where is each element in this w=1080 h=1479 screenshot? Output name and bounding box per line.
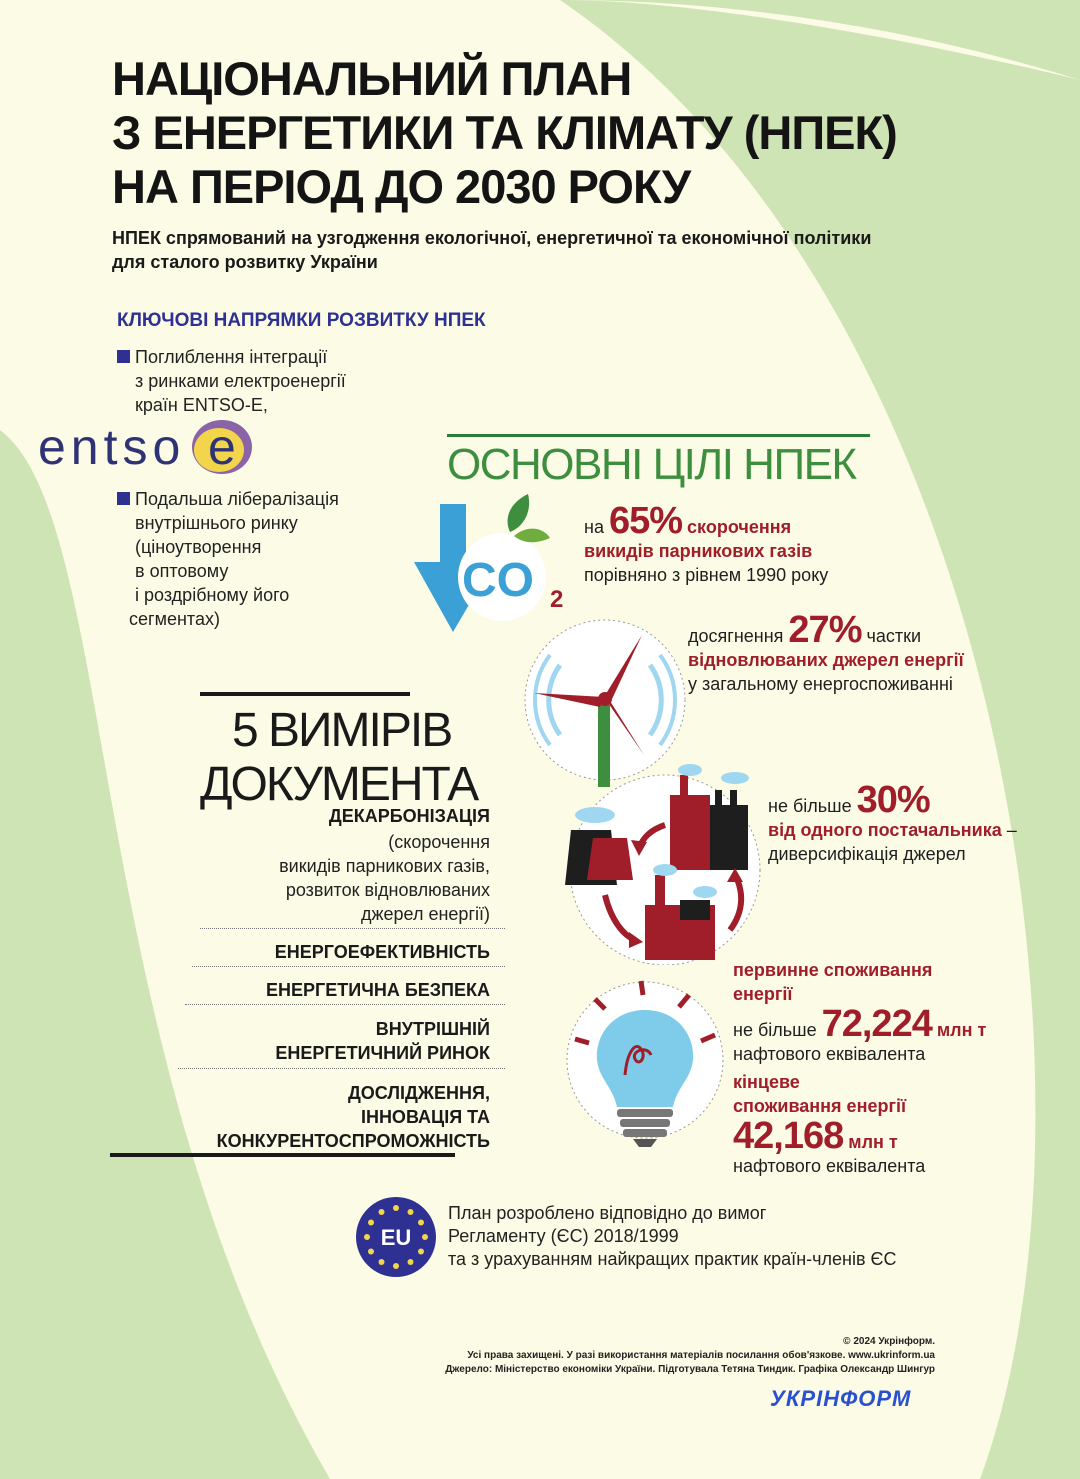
g3-line2-tail: – bbox=[1001, 820, 1017, 840]
dimensions-title-line2: ДОКУМЕНТА bbox=[200, 758, 478, 811]
title-line-3: НА ПЕРІОД ДО 2030 РОКУ bbox=[112, 160, 691, 213]
page-title bbox=[112, 52, 972, 214]
eu-line1: План розроблено відповідно до вимог bbox=[448, 1203, 767, 1223]
eu-regulation-text bbox=[448, 1202, 896, 1271]
title-line-1: НАЦІОНАЛЬНИЙ ПЛАН bbox=[112, 52, 632, 105]
item2-line5: і роздрібному його bbox=[135, 585, 290, 605]
d4-line1: ВНУТРІШНІЙ bbox=[375, 1019, 490, 1039]
g4-line2: енергії bbox=[733, 984, 793, 1004]
dimension-decarbonization: ДЕКАРБОНІЗАЦІЯ bbox=[328, 806, 490, 826]
copyright: © 2024 Укрінформ. bbox=[843, 1336, 935, 1347]
dimension-energy-efficiency: ЕНЕРГОЕФЕКТИВНІСТЬ bbox=[274, 942, 490, 962]
goal-emissions bbox=[584, 500, 829, 587]
dimension-research bbox=[217, 1081, 490, 1153]
g5-line2: споживання енергії bbox=[733, 1096, 907, 1116]
g4-line4: нафтового еквівалента bbox=[733, 1044, 926, 1064]
goal-final-consumption bbox=[733, 1070, 925, 1178]
light-bulb-icon bbox=[565, 975, 725, 1155]
goals-title: ОСНОВНІ ЦІЛІ НПЕК bbox=[447, 440, 856, 489]
g2-post: частки bbox=[866, 626, 922, 646]
g3-pre: не більше bbox=[768, 796, 852, 816]
g2-line2: відновлюваних джерел енергії bbox=[688, 650, 964, 670]
item2-line3: (ціноутворення bbox=[135, 537, 262, 557]
item1-line1: Поглиблення інтеграції bbox=[135, 347, 328, 367]
g1-value: 65% bbox=[608, 500, 683, 542]
rights-notice: Усі права захищені. У разі використання матеріалів посилання обов'язкове. www.ukrinform.ua bbox=[467, 1350, 935, 1361]
g3-value: 30% bbox=[856, 779, 930, 821]
key-directions-heading: КЛЮЧОВІ НАПРЯМКИ РОЗВИТКУ НПЕК bbox=[117, 310, 486, 331]
g2-pre: досягнення bbox=[688, 626, 784, 646]
g4-line1: первинне споживання bbox=[733, 960, 933, 980]
divider bbox=[200, 928, 505, 929]
g2-value: 27% bbox=[788, 609, 862, 651]
g4-pre: не більше bbox=[733, 1020, 817, 1040]
dimensions-top-rule bbox=[200, 692, 410, 696]
g1-line2: викидів парникових газів bbox=[584, 541, 813, 561]
subtitle bbox=[112, 226, 1012, 274]
svg-text:EU: EU bbox=[380, 1225, 412, 1250]
item2-line6: сегментах) bbox=[129, 609, 220, 629]
d5-line3: КОНКУРЕНТОСПРОМОЖНІСТЬ bbox=[216, 1131, 490, 1151]
g5-value: 42,168 bbox=[733, 1115, 844, 1157]
dimensions-title bbox=[200, 704, 500, 812]
d1-note-line3: розвиток відновлюваних bbox=[285, 880, 490, 900]
g1-line3: порівняно з рівнем 1990 року bbox=[584, 565, 829, 585]
d1-note-line1: (скорочення bbox=[388, 832, 490, 852]
bullet-square-icon bbox=[117, 350, 130, 363]
dimension-energy-security: ЕНЕРГЕТИЧНА БЕЗПЕКА bbox=[266, 980, 490, 1000]
energy-diversification-icon bbox=[555, 760, 765, 965]
svg-text:e: e bbox=[208, 419, 236, 475]
d1-note-line4: джерел енергії) bbox=[360, 904, 490, 924]
source-credits: Джерело: Міністерство економіки України. Підготувала Тетяна Тиндик. Графіка Олександр Шингур bbox=[445, 1364, 935, 1375]
d1-note-line2: викидів парникових газів, bbox=[279, 856, 490, 876]
item1-line2: з ринками електроенергії bbox=[135, 371, 346, 391]
svg-text:entso: entso bbox=[38, 419, 186, 475]
divider bbox=[178, 1068, 505, 1069]
item2-line2: внутрішнього ринку bbox=[135, 513, 298, 533]
svg-text:2: 2 bbox=[550, 586, 564, 613]
g4-unit: млн т bbox=[936, 1020, 987, 1040]
divider bbox=[192, 966, 505, 967]
d5-line1: ДОСЛІДЖЕННЯ, bbox=[347, 1083, 490, 1103]
eu-line3: та з урахуванням найкращих практик країн-членів ЄС bbox=[448, 1249, 897, 1269]
g5-line4: нафтового еквівалента bbox=[733, 1156, 926, 1176]
item2-line4: в оптовому bbox=[135, 561, 229, 581]
goal-primary-consumption bbox=[733, 958, 986, 1066]
key-direction-item-1 bbox=[117, 345, 397, 417]
dimensions-bottom-rule bbox=[110, 1153, 455, 1157]
divider bbox=[185, 1004, 505, 1005]
goal-renewables bbox=[688, 609, 964, 696]
d5-line2: ІННОВАЦІЯ ТА bbox=[360, 1107, 490, 1127]
key-direction-item-2 bbox=[117, 487, 397, 631]
dimensions-title-line1: 5 ВИМІРІВ bbox=[232, 704, 452, 757]
g2-line3: у загальному енергоспоживанні bbox=[688, 674, 953, 694]
d4-line2: ЕНЕРГЕТИЧНИЙ РИНОК bbox=[275, 1043, 490, 1063]
eu-flag-icon bbox=[355, 1196, 437, 1278]
subtitle-line-2: для сталого розвитку України bbox=[112, 252, 378, 272]
goals-top-rule bbox=[447, 434, 870, 437]
item2-line1: Подальша лібералізація bbox=[135, 489, 339, 509]
goal-supplier bbox=[768, 779, 1017, 866]
bullet-square-icon bbox=[117, 492, 130, 505]
dimension-internal-market bbox=[275, 1017, 490, 1065]
svg-text:CO: CO bbox=[462, 554, 534, 607]
g5-line1: кінцеве bbox=[733, 1072, 800, 1092]
entsoe-logo bbox=[36, 414, 266, 484]
ukrinform-logo: УКРІНФОРМ bbox=[770, 1386, 912, 1411]
g5-unit: млн т bbox=[848, 1132, 898, 1152]
g1-post: скорочення bbox=[687, 517, 792, 537]
g1-pre: на bbox=[584, 517, 604, 537]
subtitle-line-1: НПЕК спрямований на узгодження екологічної, енергетичної та економічної політики bbox=[112, 228, 872, 248]
g3-line3: диверсифікація джерел bbox=[768, 844, 966, 864]
eu-line2: Регламенту (ЄС) 2018/1999 bbox=[448, 1226, 679, 1246]
item1-line3: країн ENTSO-E, bbox=[135, 395, 268, 415]
g4-value: 72,224 bbox=[821, 1003, 932, 1045]
g3-line2: від одного постачальника bbox=[768, 820, 1002, 840]
dimension-decarbonization-note bbox=[279, 830, 490, 926]
title-line-2: З ЕНЕРГЕТИКИ ТА КЛІМАТУ (НПЕК) bbox=[112, 106, 897, 159]
